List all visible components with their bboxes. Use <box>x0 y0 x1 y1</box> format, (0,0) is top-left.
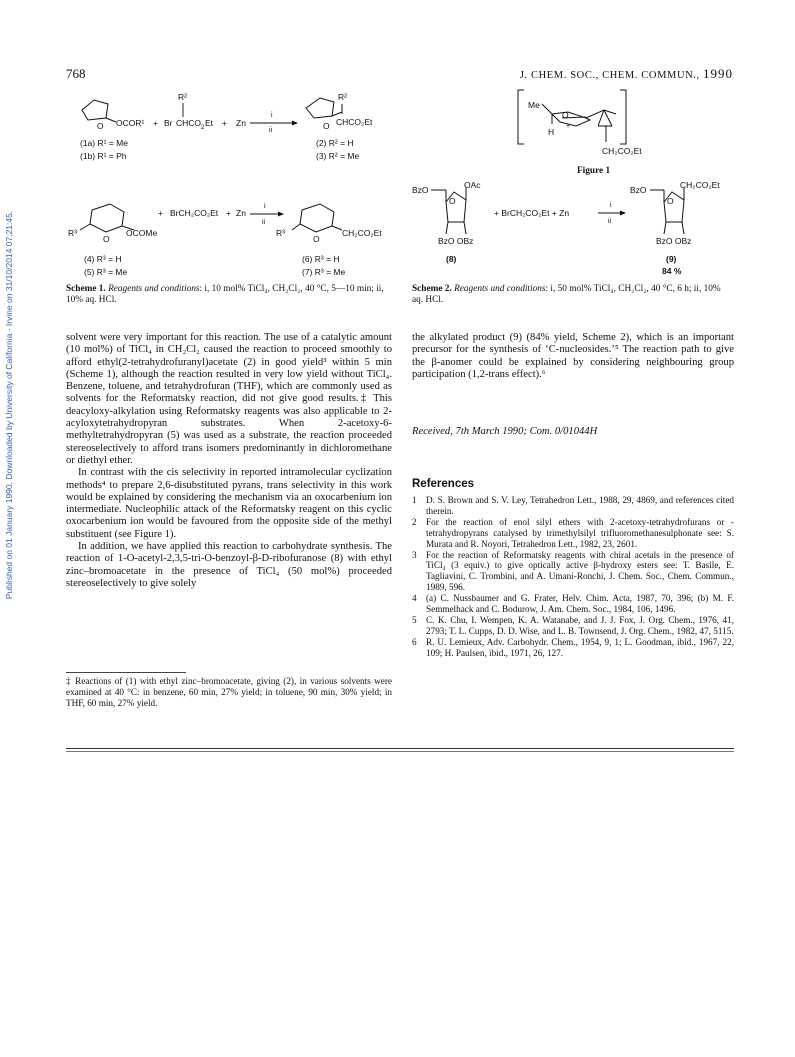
compound-9: (9) <box>666 254 677 264</box>
bzo-obz-9: BzO OBz <box>656 236 692 246</box>
ring-o-2: O <box>323 121 330 131</box>
journal-header <box>520 66 733 82</box>
figure1 <box>516 86 646 164</box>
footnote: ‡ Reactions of (1) with ethyl zinc–bromoacetate, giving (2), in various solvents were examined at 40 °C: in benzene, 60 min, 27% yield; in toluene, 90 min, 30% yield; in THF, 60 min, 27% yield. <box>66 676 392 708</box>
plus-1: + <box>153 118 158 128</box>
yield-9: 84 % <box>662 266 682 276</box>
page-bottom-rule <box>66 748 734 749</box>
compound-4: (4) R³ = H <box>84 254 122 264</box>
compound-6: (6) R³ = H <box>302 254 340 264</box>
scheme1-caption-text: : i, 10 mol% TiCl₄, CH₂Cl₂, 40 °C, 5—10 min; ii, 10% aq. HCl. <box>66 284 384 305</box>
figure1-h: H <box>548 127 555 137</box>
body-paragraph-4: the alkylated product (9) (84% yield, Scheme 2), which is an important precursor for the synthesis of ‘C-nucleosides.’⁵ The reaction path to give the β-anomer could be explained by considering neighbouring group participation (1,2-trans effect).⁶ <box>412 332 734 380</box>
scheme1-reaction2 <box>66 196 406 280</box>
thf-ring-product <box>306 98 342 118</box>
download-watermark <box>2 185 16 625</box>
reagent-et: Et <box>205 118 214 128</box>
scheme1-reaction1 <box>66 86 406 164</box>
ocor1-label: OCOR¹ <box>116 118 145 128</box>
body-paragraph-3: In addition, we have applied this reaction to carbohydrate synthesis. The reaction of 1-O-acetyl-2,3,5-tri-O-benzoyl-β-D-ribofuranose (8) with ethyl zinc–bromoacetate in the presence of TiCl₄ (50 mol%) proceeded stereoselectively to give solely <box>66 541 392 589</box>
figure1-o: O <box>562 110 569 120</box>
ring-o-4: O <box>313 234 320 244</box>
figure1-plus: + <box>566 123 571 130</box>
ribose-ring-8 <box>431 188 466 234</box>
body-paragraph-2: In contrast with the cis selectivity in reported intramolecular cyclization methods⁴ to prepare 2,6-disubstituted pyrans, trans selectivity in this work would be explained by considering the mechanism via an oxocarbenium ion intermediate. Nucleophilic attack of the Reformatsky reagent on this cyclic oxocarbenium ion would be favoured from the opposite side of the methyl substituent (see Figure 1). <box>66 467 392 540</box>
cond-ii-1: ii <box>269 127 273 134</box>
svg-text:2: 2 <box>201 125 205 131</box>
reference-1: 1 D. S. Brown and S. V. Ley, Tetrahedron Lett., 1988, 29, 4869, and references cited therein. <box>412 495 734 516</box>
r3-substrate: R³ <box>68 228 77 238</box>
plus-3: + <box>158 208 163 218</box>
reference-3: 3 For the reaction of Reformatsky reagents with chiral acetals in the presence of TiCl₄ (3 equiv.) to give optically active β-hydroxy esters see: T. Basile, E. Tagliavini, C. Trombini, and A. Umani-Ronchi, J. Chem. Soc., Chem. Commun., 1989, 596. <box>412 549 734 593</box>
journal-name: J. CHEM. SOC., CHEM. COMMUN., <box>519 70 700 81</box>
reference-4: 4 (a) C. Nussbaumer and G. Frater, Helv. Chim. Acta, 1987, 70, 396; (b) M. F. Semmelhack and C. Bodurow, J. Am. Chem. Soc., 1984, 106, 1496. <box>412 593 734 615</box>
thf-ring-substrate <box>82 100 116 122</box>
ring-o-3: O <box>103 234 110 244</box>
bracket-left <box>518 90 524 144</box>
scheme1-caption-label: Scheme 1. <box>66 284 106 294</box>
scheme1-caption <box>66 284 396 306</box>
ring-o-1: O <box>97 121 104 131</box>
references-heading: References <box>412 478 475 490</box>
bzo-top-9: BzO <box>630 185 647 195</box>
brch2co2et-label: BrCH₂CO₂Et <box>170 208 219 218</box>
right-column <box>412 332 734 381</box>
compound-1b: (1b) R¹ = Ph <box>80 151 127 161</box>
cond-ii-3: ii <box>608 218 612 225</box>
chco2et-label: CHCO₂Et <box>336 117 373 127</box>
bzo-top-8: BzO <box>412 185 429 195</box>
cond-ii-2: ii <box>262 219 266 226</box>
reference-6: 6 R. U. Lemieux, Adv. Carbohydr. Chem., 1954, 9, 1; L. Goodman, ibid., 1967, 22, 109; H. Paulsen, ibid., 1971, 26, 127. <box>412 636 734 658</box>
compound-5: (5) R³ = Me <box>84 267 128 277</box>
scheme2 <box>412 180 742 280</box>
scheme2-caption-italic: Reagents and conditions <box>454 284 546 294</box>
ocome-label: OCOMe <box>126 228 158 238</box>
reaction-arrow-3 <box>598 211 626 216</box>
compound-3: (3) R² = Me <box>316 151 360 161</box>
figure1-me: Me <box>528 100 540 110</box>
page-bottom-rule-2 <box>66 751 734 752</box>
figure1-caption: Figure 1 <box>577 166 611 176</box>
zn-label: Zn <box>236 118 246 128</box>
reference-2: 2 For the reaction of enol silyl ethers with 2-acetoxy-tetrahydrofurans or -tetrahydropyrans catalysed by trimethylsilyl trifluoromethanesulphonate see: S. Murata and R. Noyori, Tetrahedron Lett., 1982, 23, 2601. <box>412 516 734 549</box>
compound-7: (7) R³ = Me <box>302 267 346 277</box>
scheme2-caption-label: Scheme 2. <box>412 284 452 294</box>
ring-o-9: O <box>667 196 674 206</box>
reagent-chco: CHCO <box>176 118 202 128</box>
compound-1a: (1a) R¹ = Me <box>80 138 128 148</box>
plus-2: + <box>222 118 227 128</box>
ch2co2et-label-2: CH₂CO₂Et <box>680 180 720 190</box>
r2-label-reagent: R² <box>178 92 187 102</box>
scheme1-caption-italic: Reagents and conditions <box>108 284 200 294</box>
bracket-right <box>620 90 626 144</box>
received-line: Received, 7th March 1990; Com. 0/01044H <box>412 426 598 437</box>
scheme2-caption-text: : i, 50 mol% TiCl₄, CH₂Cl₂, 40 °C, 6 h; ii, 10% aq. HCl. <box>412 284 721 305</box>
journal-year: 1990 <box>703 66 733 81</box>
ring-o-8: O <box>449 196 456 206</box>
bzo-obz-8: BzO OBz <box>438 236 474 246</box>
reaction-arrow-1 <box>250 121 298 126</box>
r2-label-product: R² <box>338 92 347 102</box>
thp-ring-product <box>292 204 342 232</box>
plus-4: + <box>226 208 231 218</box>
references-list <box>412 495 734 659</box>
reference-5: 5 C. K. Chu, I. Wempen, K. A. Watanabe, and J. J. Fox, J. Org. Chem., 1976, 41, 2793; T. L. Cupps, D. D. Wise, and L. B. Townsend, J. Org. Chem., 1982, 47, 5115. <box>412 614 734 636</box>
cond-i-3: i <box>610 202 612 209</box>
cond-i-1: i <box>271 112 273 119</box>
figure1-ch2co2et: CH₂CO₂Et <box>602 146 642 156</box>
reaction-arrow-2 <box>250 212 284 217</box>
body-paragraph-1: solvent were very important for this reaction. The use of a catalytic amount (10 mol%) of TiCl₄ in CH₂Cl₂ caused the reaction to proceed smoothly to afford ethyl(2-tetrahydrofuranyl)acetate (2) in good yield³ within 5 min (Scheme 1), although the reaction resulted in very low yield without TiCl₄. Benzene, toluene, and tetrahydrofuran (THF), which are commonly used as solvents for the Reformatsky reaction, did not give good results.‡ This deacyloxy-alkylation using Reformatsky reagents was also applicable to 2-acyloxytetrahydropyran substrates. When 2-acetoxy-6-methyltetrahydropyran (5) was used as a substrate, the reaction proceeded stereoselectively to afford trans isomers predominantly in dichloromethane or diethyl ether. <box>66 332 392 466</box>
scheme2-caption <box>412 284 734 306</box>
ch2co2et-label-1: CH₂CO₂Et <box>342 228 382 238</box>
oac-label: OAc <box>464 180 481 190</box>
reagent-br: Br <box>164 118 173 128</box>
compound-8: (8) <box>446 254 457 264</box>
r3-product: R³ <box>276 228 285 238</box>
footnote-rule <box>66 672 186 673</box>
left-column <box>66 332 392 590</box>
compound-2: (2) R² = H <box>316 138 354 148</box>
download-watermark-text: Published on 01 January 1990. Downloaded by University of California - Irvine on 31/10/2014 07:21:45. <box>4 210 15 600</box>
ribose-ring-9 <box>650 188 684 234</box>
cond-i-2: i <box>264 203 266 210</box>
page-number: 768 <box>66 66 86 81</box>
zn-label-2: Zn <box>236 208 246 218</box>
scheme2-reagents: + BrCH₂CO₂Et + Zn <box>494 208 570 218</box>
